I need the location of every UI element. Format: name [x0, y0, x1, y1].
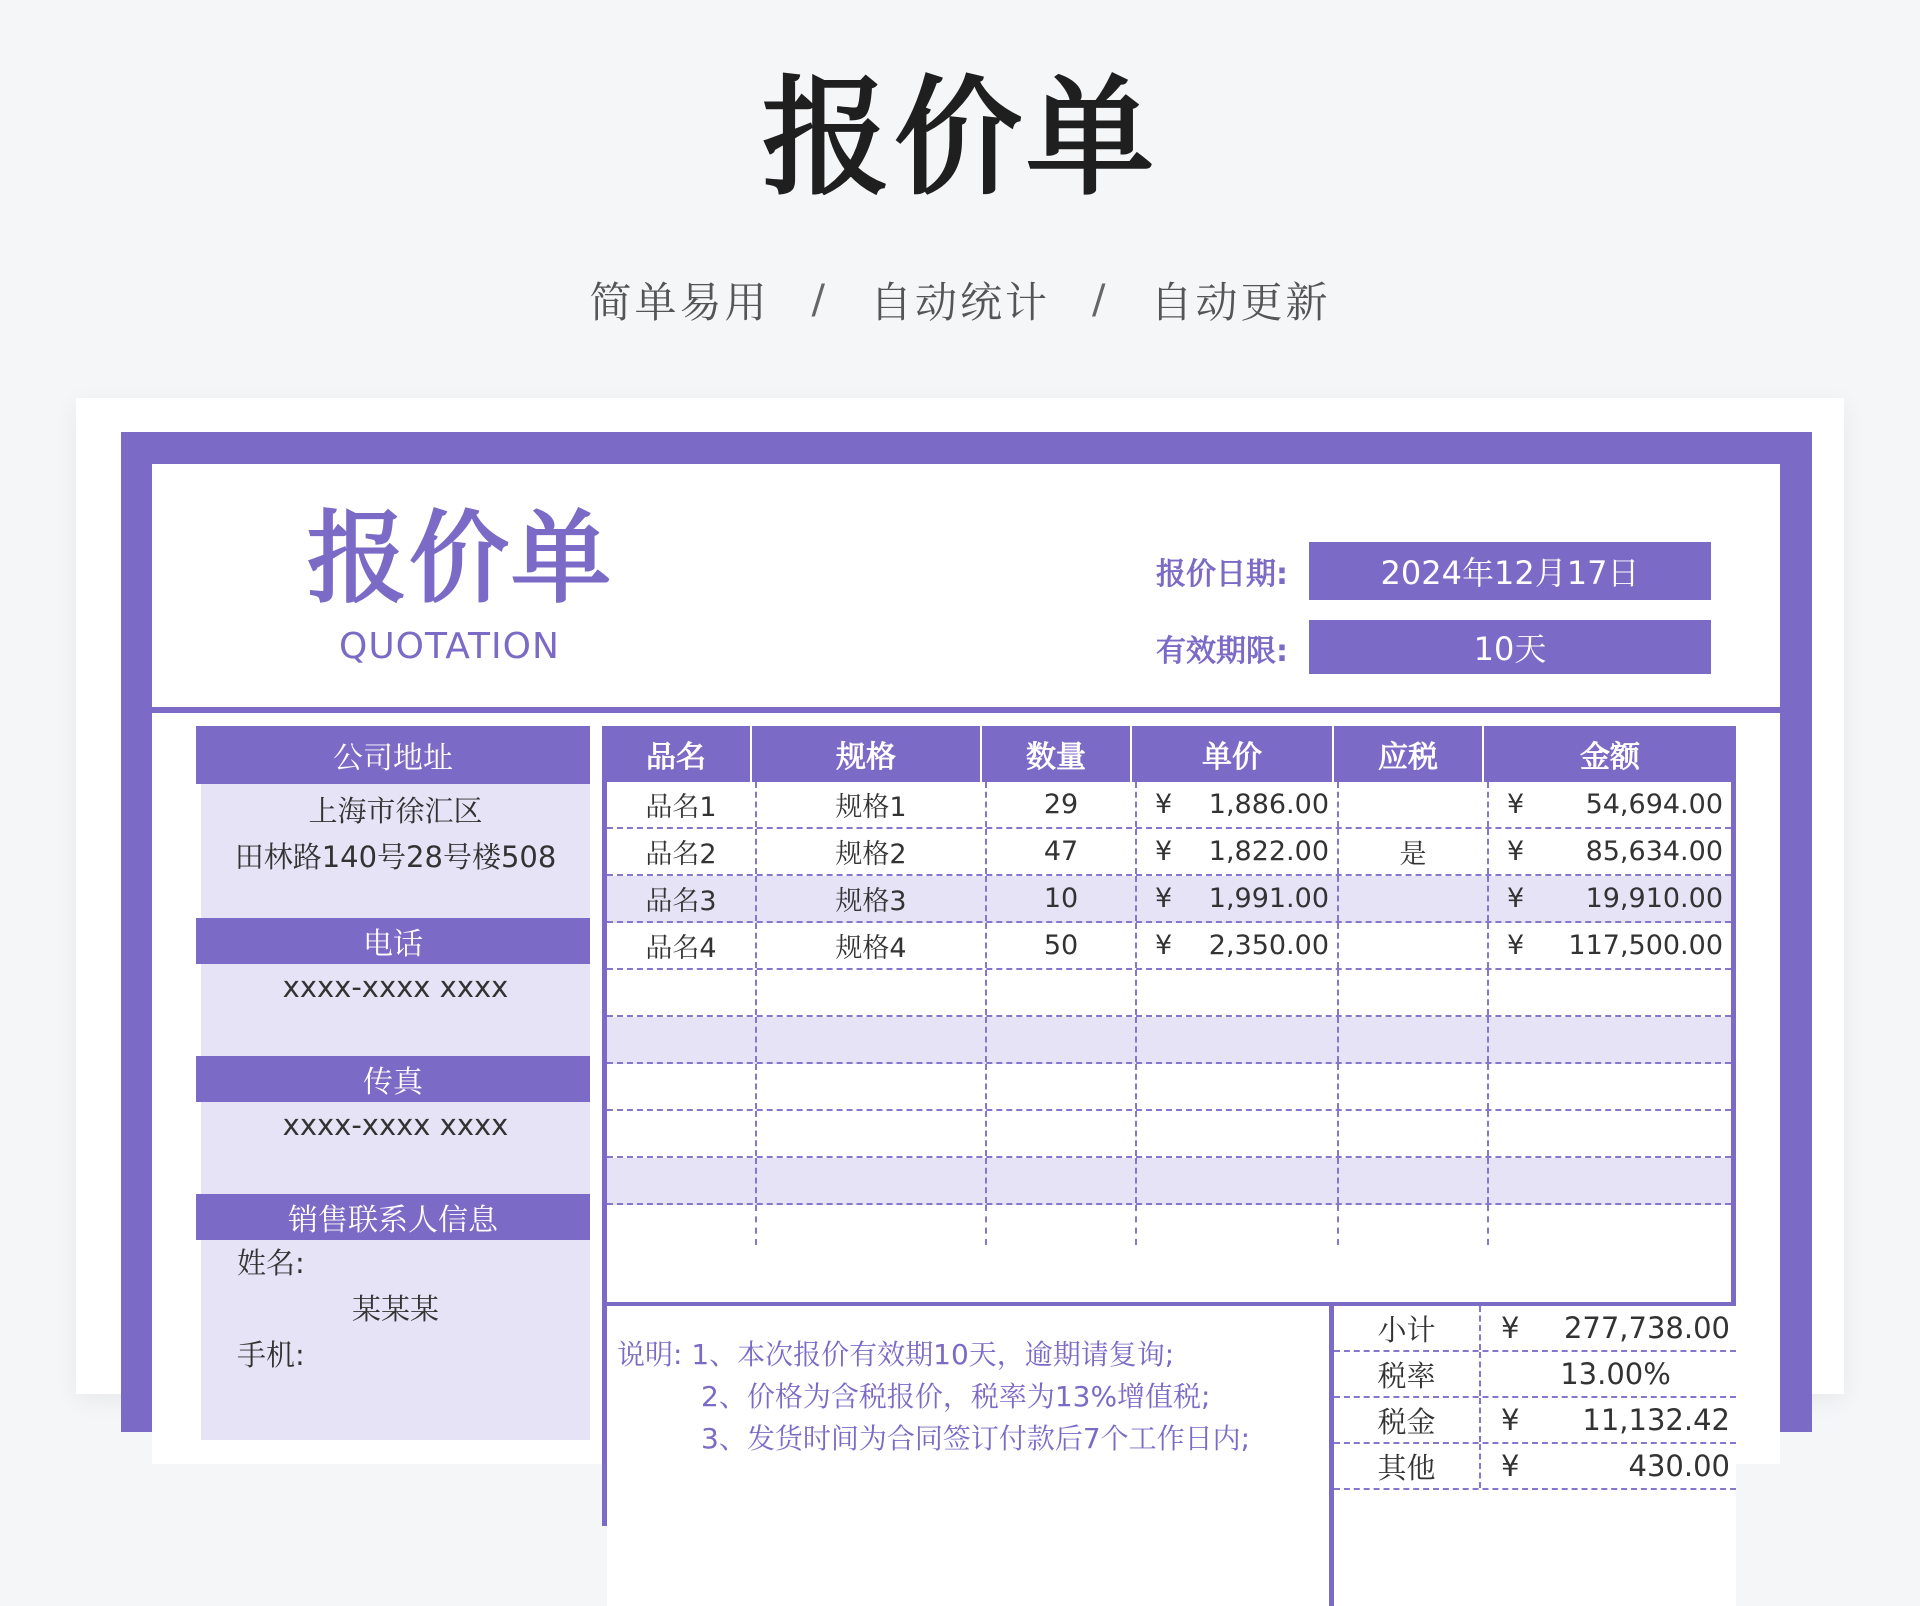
col-amount: 金额: [1580, 740, 1640, 775]
amount-value: 85,634.00: [1585, 836, 1723, 867]
price-value: 1,822.00: [1208, 836, 1329, 867]
empty-cell[interactable]: [987, 1205, 1137, 1245]
empty-cell[interactable]: [607, 1064, 757, 1109]
sheet-inner: [152, 464, 1780, 1485]
cell-spec[interactable]: 规格2: [757, 829, 987, 874]
separator: /: [811, 277, 828, 323]
currency-symbol: ¥: [1155, 836, 1173, 867]
empty-row: [607, 1111, 1731, 1158]
cell-price[interactable]: [1137, 923, 1339, 968]
currency-symbol: ¥: [1155, 789, 1173, 820]
cell-qty[interactable]: 29: [987, 782, 1137, 827]
date-value[interactable]: 2024年12月17日: [1309, 542, 1711, 600]
empty-cell[interactable]: [1489, 1017, 1731, 1062]
empty-cell[interactable]: [1339, 1064, 1489, 1109]
col-price: 单价: [1132, 726, 1334, 782]
currency-symbol: ¥: [1155, 883, 1173, 914]
other-amount: 430.00: [1628, 1449, 1730, 1483]
cell-tax[interactable]: [1339, 923, 1489, 968]
table-row: [607, 829, 1731, 876]
mobile-label: 手机:: [237, 1338, 305, 1372]
cell-qty[interactable]: 10: [987, 876, 1137, 921]
empty-cell[interactable]: [987, 1111, 1137, 1156]
currency-symbol: ¥: [1507, 789, 1525, 820]
empty-cell[interactable]: [607, 1205, 757, 1245]
empty-cell[interactable]: [1137, 1064, 1339, 1109]
price-value: 1,886.00: [1208, 789, 1329, 820]
fax-value[interactable]: xxxx-xxxx xxxx: [282, 1108, 509, 1142]
cell-spec[interactable]: 规格4: [757, 923, 987, 968]
hero-subtitle: [0, 270, 1920, 330]
col-spec: 规格: [752, 726, 982, 782]
price-value: 2,350.00: [1208, 930, 1329, 961]
cell-amount[interactable]: [1489, 782, 1731, 827]
table-row: [607, 876, 1731, 923]
validity-value[interactable]: 10天: [1309, 620, 1711, 674]
currency-symbol: ¥: [1507, 836, 1525, 867]
currency-symbol: ¥: [1501, 1403, 1520, 1437]
note-line: 2、价格为含税报价，税率为13%增值税;: [701, 1380, 1211, 1413]
cell-price[interactable]: [1137, 829, 1339, 874]
note-line: 说明: 1、本次报价有效期10天，逾期请复询;: [617, 1338, 1175, 1371]
empty-cell[interactable]: [1339, 1158, 1489, 1203]
empty-row: [607, 1017, 1731, 1064]
empty-cell[interactable]: [987, 1017, 1137, 1062]
note-line: 3、发货时间为合同签订付款后7个工作日内;: [701, 1422, 1251, 1455]
empty-row: [607, 1205, 1731, 1245]
feature-easy: 简单易用: [589, 278, 770, 327]
empty-cell[interactable]: [1489, 970, 1731, 1015]
cell-tax[interactable]: 是: [1339, 829, 1489, 874]
empty-cell[interactable]: [1489, 1111, 1731, 1156]
currency-symbol: ¥: [1507, 883, 1525, 914]
hero-title: 报价单: [761, 64, 1158, 213]
empty-cell[interactable]: [1489, 1064, 1731, 1109]
fax-header: 传真: [196, 1056, 590, 1102]
empty-cell[interactable]: [987, 1064, 1137, 1109]
empty-cell[interactable]: [1339, 1205, 1489, 1245]
cell-amount[interactable]: [1489, 876, 1731, 921]
cell-amount[interactable]: [1489, 923, 1731, 968]
cell-spec[interactable]: 规格1: [757, 782, 987, 827]
col-tax: 应税: [1334, 726, 1484, 782]
empty-cell[interactable]: [1137, 1205, 1339, 1245]
empty-cell[interactable]: [1339, 1111, 1489, 1156]
feature-auto-stat: 自动统计: [869, 278, 1050, 327]
subtotal-value[interactable]: [1481, 1306, 1736, 1350]
other-label: 其他: [1334, 1444, 1481, 1488]
empty-cell[interactable]: [607, 1017, 757, 1062]
empty-cell[interactable]: [1137, 1111, 1339, 1156]
currency-symbol: ¥: [1501, 1311, 1520, 1345]
phone-value[interactable]: xxxx-xxxx xxxx: [282, 970, 509, 1004]
empty-cell[interactable]: [1489, 1205, 1731, 1245]
tax-value[interactable]: [1481, 1398, 1736, 1442]
other-value[interactable]: [1481, 1444, 1736, 1488]
sheet-title: 报价单: [307, 500, 613, 617]
empty-cell[interactable]: [757, 1158, 987, 1203]
empty-cell[interactable]: [757, 970, 987, 1015]
subtotal-row: [1334, 1306, 1736, 1352]
empty-row: [607, 970, 1731, 1017]
validity-label: 有效期限:: [1156, 634, 1288, 669]
cell-amount[interactable]: [1489, 829, 1731, 874]
table-header: [602, 726, 1736, 782]
tax-amount: 11,132.42: [1582, 1403, 1730, 1437]
empty-cell[interactable]: [987, 1158, 1137, 1203]
cell-price[interactable]: [1137, 782, 1339, 827]
empty-cell[interactable]: [607, 1111, 757, 1156]
currency-symbol: ¥: [1507, 930, 1525, 961]
contact-body: [201, 1240, 590, 1440]
cell-name[interactable]: 品名3: [607, 876, 757, 921]
empty-cell[interactable]: [1339, 970, 1489, 1015]
quotation-sheet: [121, 432, 1812, 1485]
items-table: [602, 726, 1736, 1526]
address-line[interactable]: 田林路140号28号楼508: [234, 840, 557, 874]
date-label: 报价日期:: [1156, 557, 1288, 592]
cell-qty[interactable]: 50: [987, 923, 1137, 968]
phone-body: [201, 964, 590, 1056]
currency-symbol: ¥: [1501, 1449, 1520, 1483]
amount-value: 54,694.00: [1585, 789, 1723, 820]
name-label: 姓名:: [237, 1246, 305, 1280]
tax-row: [1334, 1398, 1736, 1444]
rate-label: 税率: [1334, 1352, 1481, 1396]
empty-cell[interactable]: [757, 1064, 987, 1109]
name-value[interactable]: 某某某: [351, 1292, 439, 1326]
address-header: 公司地址: [196, 726, 590, 784]
cell-price[interactable]: [1137, 876, 1339, 921]
price-value: 1,991.00: [1208, 883, 1329, 914]
cell-name[interactable]: 品名4: [607, 923, 757, 968]
rate-value[interactable]: 13.00%: [1560, 1357, 1671, 1391]
empty-row: [607, 1158, 1731, 1205]
sheet-header: [152, 464, 1780, 713]
separator: /: [1092, 277, 1109, 323]
empty-cell[interactable]: [1137, 970, 1339, 1015]
amount-value: 19,910.00: [1585, 883, 1723, 914]
other-row: [1334, 1444, 1736, 1490]
empty-cell[interactable]: [987, 970, 1137, 1015]
empty-cell[interactable]: [757, 1205, 987, 1245]
cell-tax[interactable]: [1339, 876, 1489, 921]
totals: [1329, 1306, 1736, 1606]
empty-cell[interactable]: [757, 1017, 987, 1062]
fax-body: [201, 1102, 590, 1194]
notes: [617, 1334, 1317, 1460]
table-row: [607, 923, 1731, 970]
table-body: [607, 782, 1731, 1302]
contact-header: 销售联系人信息: [196, 1194, 590, 1240]
empty-row: [607, 1064, 1731, 1111]
subtotal-amount: 277,738.00: [1563, 1311, 1730, 1345]
address-body: [201, 784, 590, 918]
phone-header: 电话: [196, 918, 590, 964]
table-row: [607, 782, 1731, 829]
currency-symbol: ¥: [1155, 930, 1173, 961]
subtotal-label: 小计: [1334, 1306, 1481, 1350]
sheet-subtitle: QUOTATION: [339, 626, 560, 667]
feature-auto-update: 自动更新: [1150, 278, 1331, 327]
empty-cell[interactable]: [1137, 1158, 1339, 1203]
empty-cell[interactable]: [757, 1111, 987, 1156]
cell-name[interactable]: 品名2: [607, 829, 757, 874]
address-line[interactable]: 上海市徐汇区: [308, 794, 483, 828]
rate-row: [1334, 1352, 1736, 1398]
summary-area: [607, 1306, 1731, 1606]
cell-qty[interactable]: 47: [987, 829, 1137, 874]
empty-cell[interactable]: [607, 1158, 757, 1203]
cell-spec[interactable]: 规格3: [757, 876, 987, 921]
cell-tax[interactable]: [1339, 782, 1489, 827]
empty-cell[interactable]: [1339, 1017, 1489, 1062]
company-info: [196, 726, 590, 1526]
amount-value: 117,500.00: [1568, 930, 1723, 961]
empty-cell[interactable]: [1137, 1017, 1339, 1062]
empty-cell[interactable]: [607, 970, 757, 1015]
col-name: 品名: [602, 726, 752, 782]
empty-cell[interactable]: [1489, 1158, 1731, 1203]
preview-card: [76, 398, 1844, 1485]
cell-name[interactable]: 品名1: [607, 782, 757, 827]
col-qty: 数量: [982, 726, 1132, 782]
tax-label: 税金: [1334, 1398, 1481, 1442]
